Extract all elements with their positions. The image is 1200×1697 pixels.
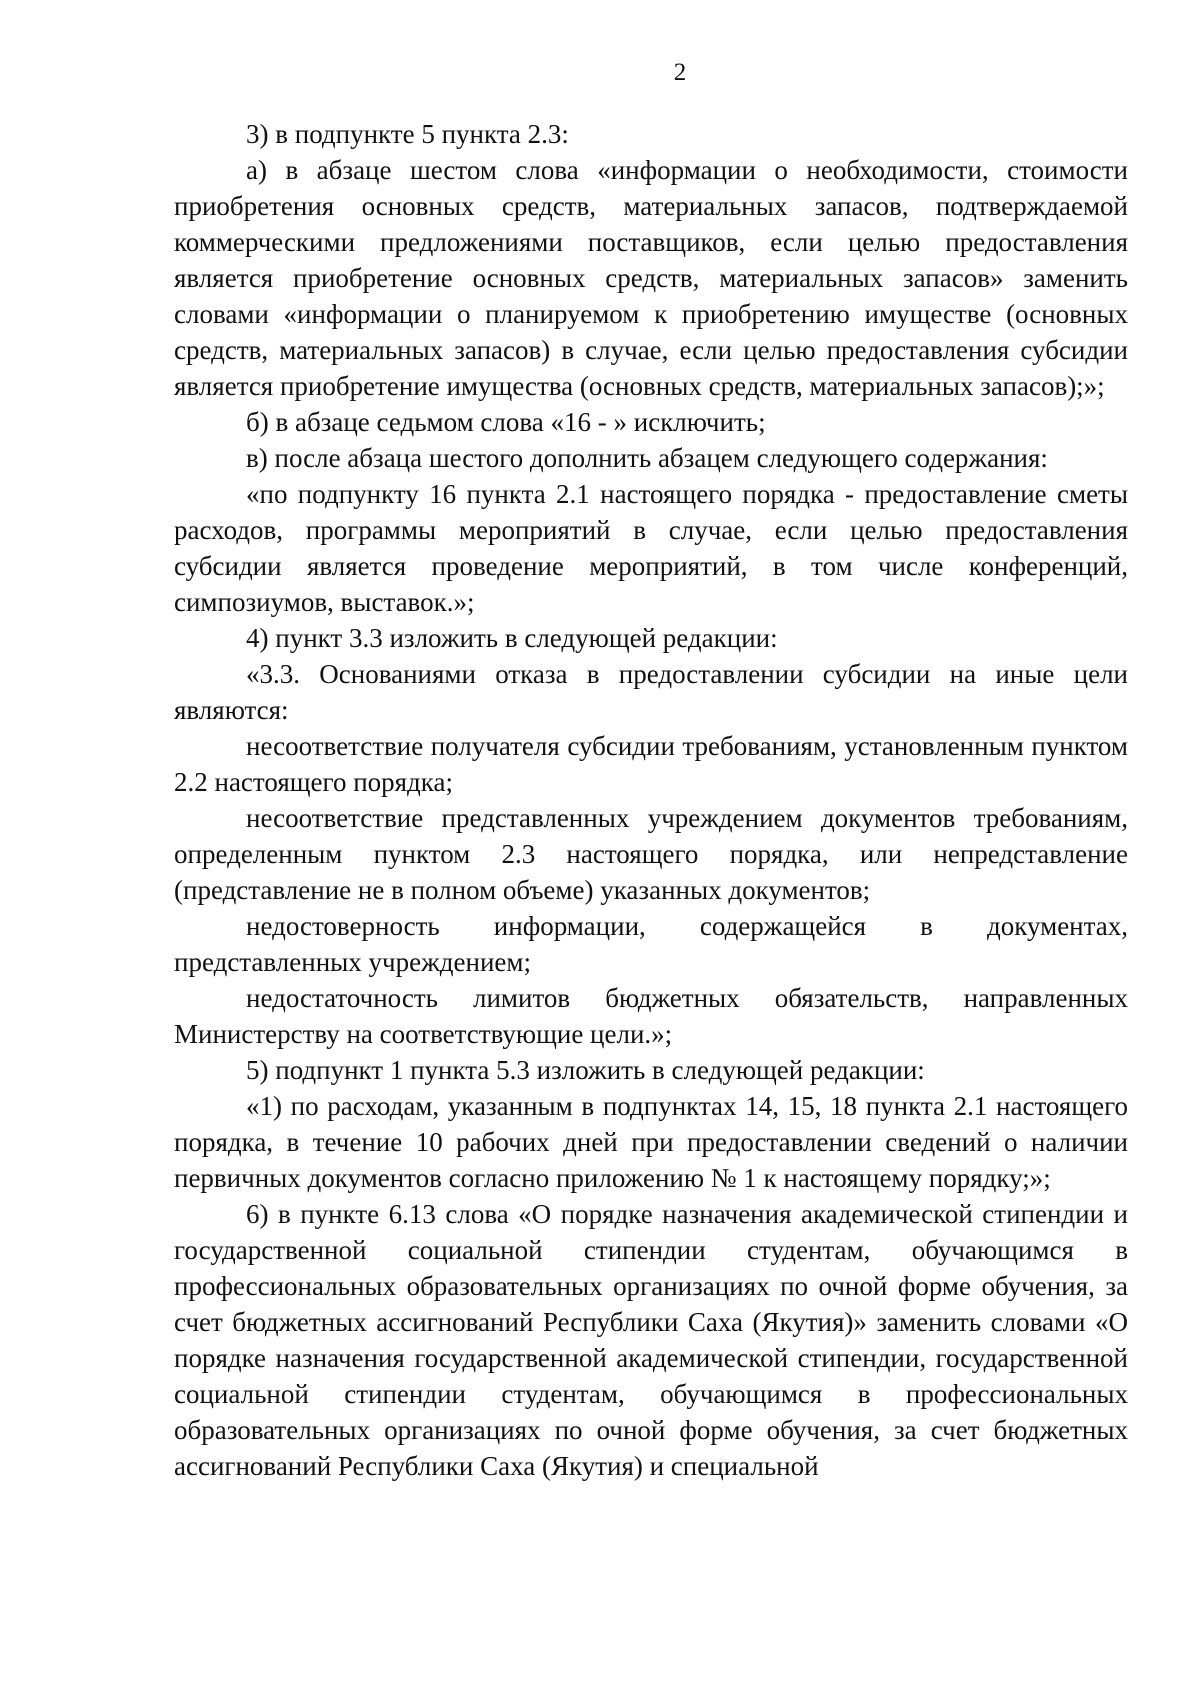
paragraph: «3.3. Основаниями отказа в предоставлении субсидии на иные цели являются: <box>174 659 1128 725</box>
paragraph: «по подпункту 16 пункта 2.1 настоящего порядка - предоставление сметы расходов, программы мероприятий в случае, если целью предоставления субсидии является проведение мероприятий, в том числе конференций, симпозиумов, выставок.»; <box>174 479 1128 617</box>
paragraph: 4) пункт 3.3 изложить в следующей редакции: <box>246 623 778 653</box>
paragraph: недостаточность лимитов бюджетных обязательств, направленных Министерству на соответствующие цели.»; <box>174 983 1128 1049</box>
paragraph: 3) в подпункте 5 пункта 2.3: <box>246 119 569 149</box>
paragraph: несоответствие получателя субсидии требованиям, установленным пунктом 2.2 настоящего порядка; <box>174 731 1128 797</box>
paragraph: недостоверность информации, содержащейся в документах, представленных учреждением; <box>174 911 1128 977</box>
page-number: 2 <box>673 59 687 86</box>
paragraph: «1) по расходам, указанным в подпунктах 14, 15, 18 пункта 2.1 настоящего порядка, в течение 10 рабочих дней при предоставлении сведений о наличии первичных документов согласно приложению № 1 к настоящему порядку;»; <box>174 1091 1128 1193</box>
paragraph: несоответствие представленных учреждением документов требованиям, определенным пунктом 2.3 настоящего порядка, или непредставление (представление не в полном объеме) указанных документов; <box>174 803 1128 905</box>
paragraph: а) в абзаце шестом слова «информации о необходимости, стоимости приобретения основных средств, материальных запасов, подтверждаемой коммерческими предложениями поставщиков, если целью предоставления является приобретение основных средств, материальных запасов» заменить словами «информации о планируемом к приобретению имуществе (основных средств, материальных запасов) в случае, если целью предоставления субсидии является приобретение имущества (основных средств, материальных запасов);»; <box>174 155 1128 401</box>
paragraph: 5) подпункт 1 пункта 5.3 изложить в следующей редакции: <box>246 1055 925 1085</box>
document-body <box>174 116 1128 1484</box>
paragraph: б) в абзаце седьмом слова «16 - » исключить; <box>246 407 766 437</box>
paragraph: в) после абзаца шестого дополнить абзацем следующего содержания: <box>246 443 1048 473</box>
paragraph: 6) в пункте 6.13 слова «О порядке назначения академической стипендии и государственной социальной стипендии студентам, обучающимся в профессиональных образовательных организациях по очной форме обучения, за счет бюджетных ассигнований Республики Саха (Якутия)» заменить словами «О порядке назначения государственной академической стипендии, государственной социальной стипендии студентам, обучающимся в профессиональных образовательных организациях по очной форме обучения, за счет бюджетных ассигнований Республики Саха (Якутия) и специальной <box>174 1199 1128 1481</box>
